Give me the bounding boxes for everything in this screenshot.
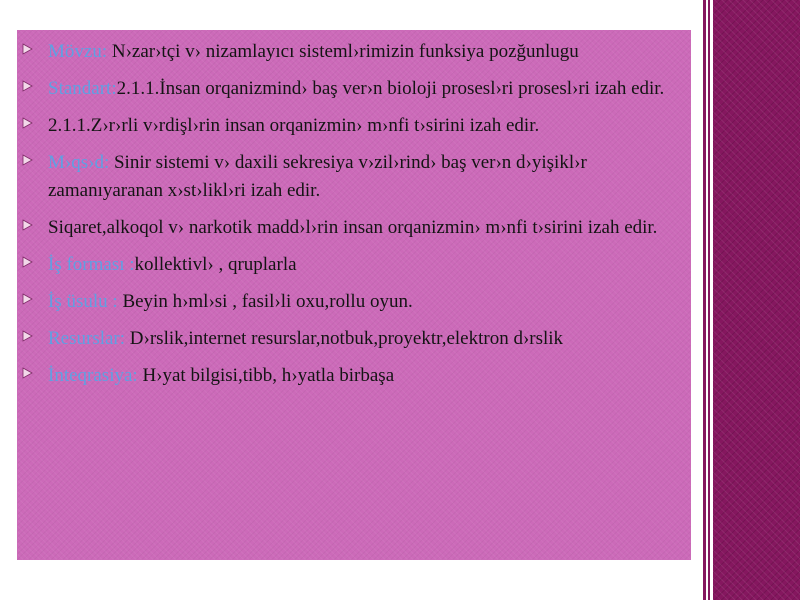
- item-text: N›zar›tçi v› nizamlayıcı sisteml›rimizin funksiya pozğunlugu: [107, 41, 579, 62]
- bullet-item-standard-2: [22, 112, 687, 140]
- bullet-item-integration: [22, 362, 687, 390]
- item-text: 2.1.1.İnsan orqanizmind› baş ver›n bioloji prosesl›ri prosesl›ri izah edir.: [116, 78, 665, 99]
- item-label: Resurslar:: [48, 328, 126, 349]
- item-label: İnteqrasiya:: [48, 365, 138, 386]
- triangle-bullet-icon: [22, 43, 33, 55]
- bullet-item-resources: [22, 325, 687, 353]
- bullet-list: [22, 38, 687, 399]
- item-text: Beyin h›ml›si , fasil›li oxu,rollu oyun.: [117, 291, 413, 312]
- item-text: kollektivl› , qruplarla: [134, 254, 297, 275]
- triangle-bullet-icon: [22, 117, 33, 129]
- item-text: Siqaret,alkoqol v› narkotik madd›l›rin insan orqanizmin› m›nfi t›sirini izah edir.: [48, 217, 658, 238]
- item-label: İş üsulu :: [48, 291, 118, 312]
- triangle-bullet-icon: [22, 256, 33, 268]
- item-text: H›yat bilgisi,tibb, h›yatla birbaşa: [137, 365, 395, 386]
- bullet-item-work-form: [22, 251, 687, 279]
- item-text: D›rslik,internet resurslar,notbuk,proyektr,elektron d›rslik: [125, 328, 564, 349]
- triangle-bullet-icon: [22, 219, 33, 231]
- item-label: Standart:: [48, 78, 117, 99]
- triangle-bullet-icon: [22, 293, 33, 305]
- stripe-line: [708, 0, 710, 600]
- triangle-bullet-icon: [22, 367, 33, 379]
- item-label: M›qs›d:: [48, 152, 110, 173]
- item-label: İş forması :: [48, 254, 135, 275]
- item-text: Sinir sistemi v› daxili sekresiya v›zil›rind› baş ver›n d›yişikl›r zamanıyaranan x›st›likl›ri izah edir.: [48, 152, 587, 201]
- item-text: 2.1.1.Z›r›rli v›rdişl›rin insan orqanizmin› m›nfi t›sirini izah edir.: [48, 115, 540, 136]
- triangle-bullet-icon: [22, 80, 33, 92]
- triangle-bullet-icon: [22, 154, 33, 166]
- item-label: Mövzu:: [48, 41, 108, 62]
- bullet-item-standard: [22, 75, 687, 103]
- bullet-item-goal: [22, 149, 687, 205]
- bullet-item-work-method: [22, 288, 687, 316]
- right-decorative-stripe: [713, 0, 800, 600]
- bullet-item-goal-2: [22, 214, 687, 242]
- triangle-bullet-icon: [22, 330, 33, 342]
- bullet-item-topic: [22, 38, 687, 66]
- stripe-line: [703, 0, 706, 600]
